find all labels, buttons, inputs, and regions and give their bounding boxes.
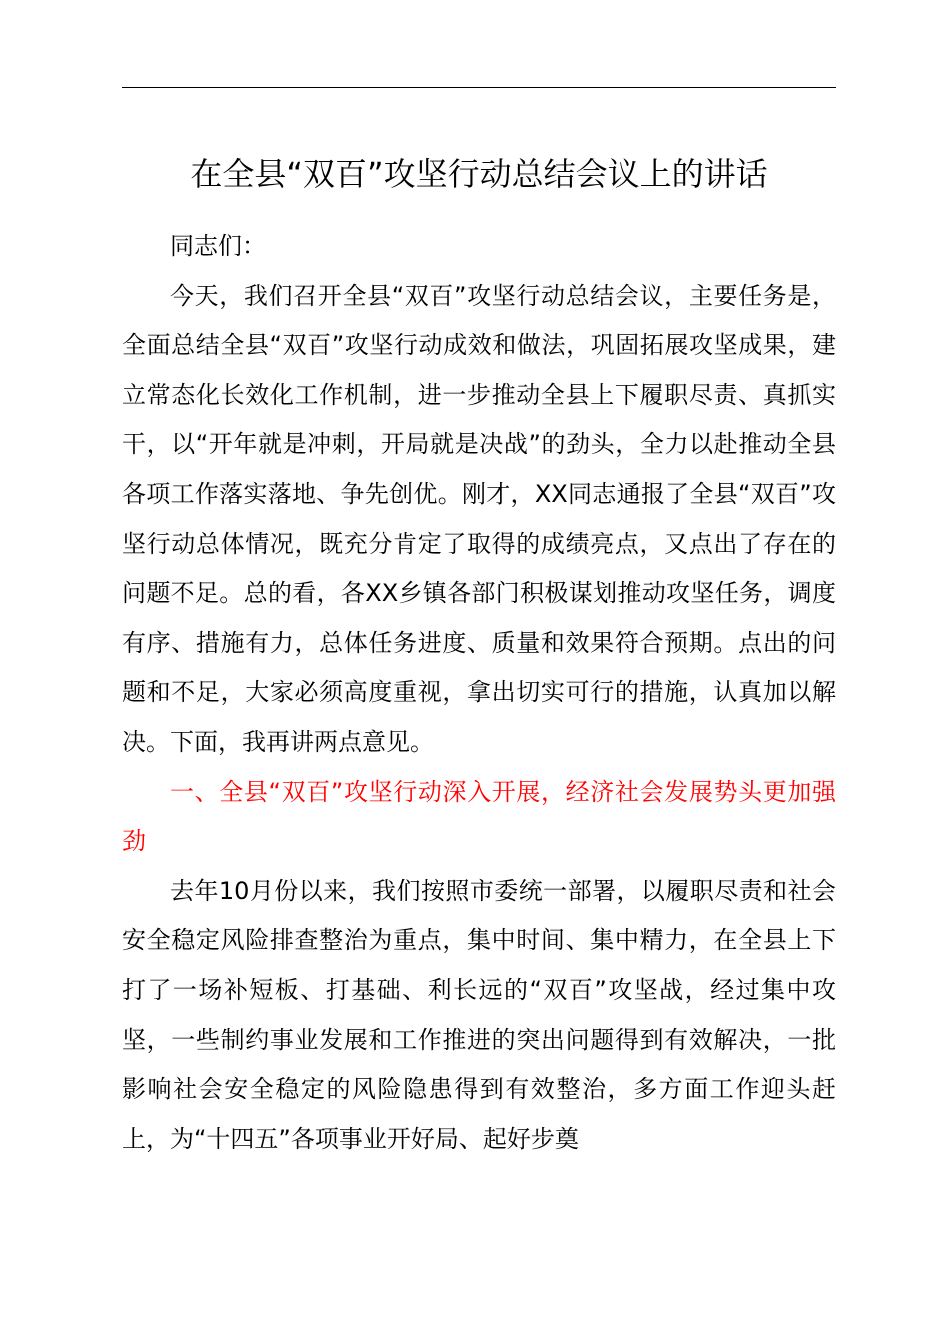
section-1-heading: 一、全县“双百”攻坚行动深入开展，经济社会发展势头更加强劲 (122, 777, 836, 856)
section-1-paragraph: 去年10月份以来，我们按照市委统一部署，以履职尽责和社会安全稳定风险排查整治为重点，集中时间、集中精力，在全县上下打了一场补短板、打基础、利长远的“双百”攻坚战，经过集中攻坚，一些制约事业发展和工作推进的突出问题得到有效解决，一批影响社会安全稳定的风险隐患得到有效整治，多方面工作迎头赶上，为“十四五”各项事业开好局、起好步奠 (122, 876, 836, 1153)
document-title: 在全县“双百”攻坚行动总结会议上的讲话 (190, 155, 768, 193)
header-rule (122, 87, 836, 88)
salutation: 同志们： (170, 232, 266, 260)
document-body (122, 222, 836, 1164)
opening-paragraph: 今天，我们召开全县“双百”攻坚行动总结会议，主要任务是，全面总结全县“双百”攻坚行动成效和做法，巩固拓展攻坚成果，建立常态化长效化工作机制，进一步推动全县上下履职尽责、真抓实干，以“开年就是冲刺，开局就是决战”的劲头，全力以赴推动全县各项工作落实落地、争先创优。刚才，XX同志通报了全县“双百”攻坚行动总体情况，既充分肯定了取得的成绩亮点，又点出了存在的问题不足。总的看，各XX乡镇各部门积极谋划推动攻坚任务，调度有序、措施有力，总体任务进度、质量和效果符合预期。点出的问题和不足，大家必须高度重视，拿出切实可行的措施，认真加以解决。下面，我再讲两点意见。 (122, 281, 836, 756)
